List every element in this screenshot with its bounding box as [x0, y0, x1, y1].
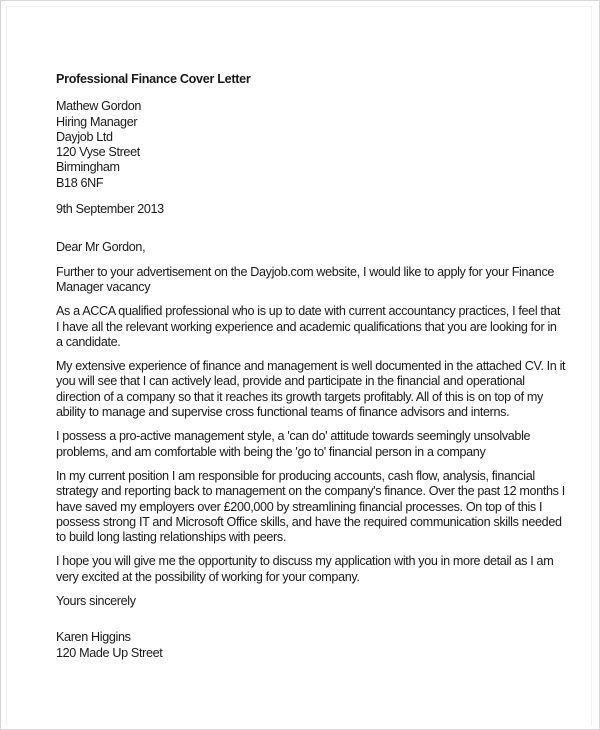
paragraph-line: I have all the relevant working experience and academic qualifications that you are looking for in — [56, 319, 557, 334]
paragraph-line: direction of a company so that it reaches its growth targets profitably. All of this is on top of my — [56, 389, 543, 404]
paragraph-line: In my current position I am responsible for producing accounts, cash flow, analysis, financial — [56, 468, 535, 483]
paragraph-line: My extensive experience of finance and management is well documented in the attached CV. In it — [56, 359, 566, 374]
sender-street: 120 Made Up Street — [56, 645, 163, 660]
paragraph-line: strategy and reporting back to management on the company's finance. Over the past 12 months I — [56, 484, 565, 499]
paragraph-line: As a ACCA qualified professional who is up to date with current accountancy practices, I feel that — [56, 304, 561, 319]
paragraph-current-position — [56, 468, 565, 545]
paragraph-line: you will see that I can actively lead, provide and participate in the financial and operational — [56, 374, 525, 389]
paragraph-intro — [56, 265, 556, 296]
sign-off — [56, 594, 556, 609]
paragraph-line: have saved my employers over £200,000 by streamlining financial processes. On top of this I — [56, 499, 543, 514]
greeting — [56, 240, 556, 255]
greeting-text: Dear Mr Gordon, — [56, 240, 146, 255]
paragraph-line: possess strong IT and Microsoft Office skills, and have the required communication skills needed — [56, 514, 562, 529]
sign-off-text: Yours sincerely — [56, 594, 136, 609]
recipient-street: 120 Vyse Street — [56, 145, 140, 160]
recipient-postcode: B18 6NF — [56, 175, 104, 190]
cover-letter — [56, 72, 566, 672]
paragraph-line: a candidate. — [56, 334, 121, 349]
sender-details — [56, 630, 556, 661]
recipient-city: Birmingham — [56, 160, 120, 175]
paragraph-line: very excited at the possibility of working for your company. — [56, 569, 360, 584]
paragraph-line: to build long lasting relationships with peers. — [56, 530, 286, 545]
recipient-address — [56, 99, 556, 191]
recipient-job-title: Hiring Manager — [56, 114, 138, 129]
paragraph-qualifications — [56, 304, 561, 350]
paragraph-line: ability to manage and supervise cross functional teams of finance advisors and interns. — [56, 405, 510, 420]
letter-date — [56, 202, 556, 217]
recipient-name: Mathew Gordon — [56, 99, 142, 114]
paragraph-experience — [56, 359, 566, 420]
sender-name: Karen Higgins — [56, 630, 131, 645]
paragraph-management-style — [56, 429, 556, 460]
paragraph-line: I possess a pro-active management style, a 'can do' attitude towards seemingly unsolvable — [56, 429, 531, 444]
paragraph-line: I hope you will give me the opportunity to discuss my application with you in more detail as I am — [56, 554, 554, 569]
paragraph-line: problems, and am comfortable with being the 'go to' financial person in a company — [56, 444, 486, 459]
letter-date-text: 9th September 2013 — [56, 202, 164, 217]
document-title: Professional Finance Cover Letter — [56, 72, 251, 86]
paragraph-line: Further to your advertisement on the Dayjob.com website, I would like to apply for your Finance — [56, 264, 555, 279]
paragraph-line: Manager vacancy — [56, 279, 151, 294]
recipient-company: Dayjob Ltd — [56, 129, 113, 144]
paragraph-closing-request — [56, 554, 556, 585]
